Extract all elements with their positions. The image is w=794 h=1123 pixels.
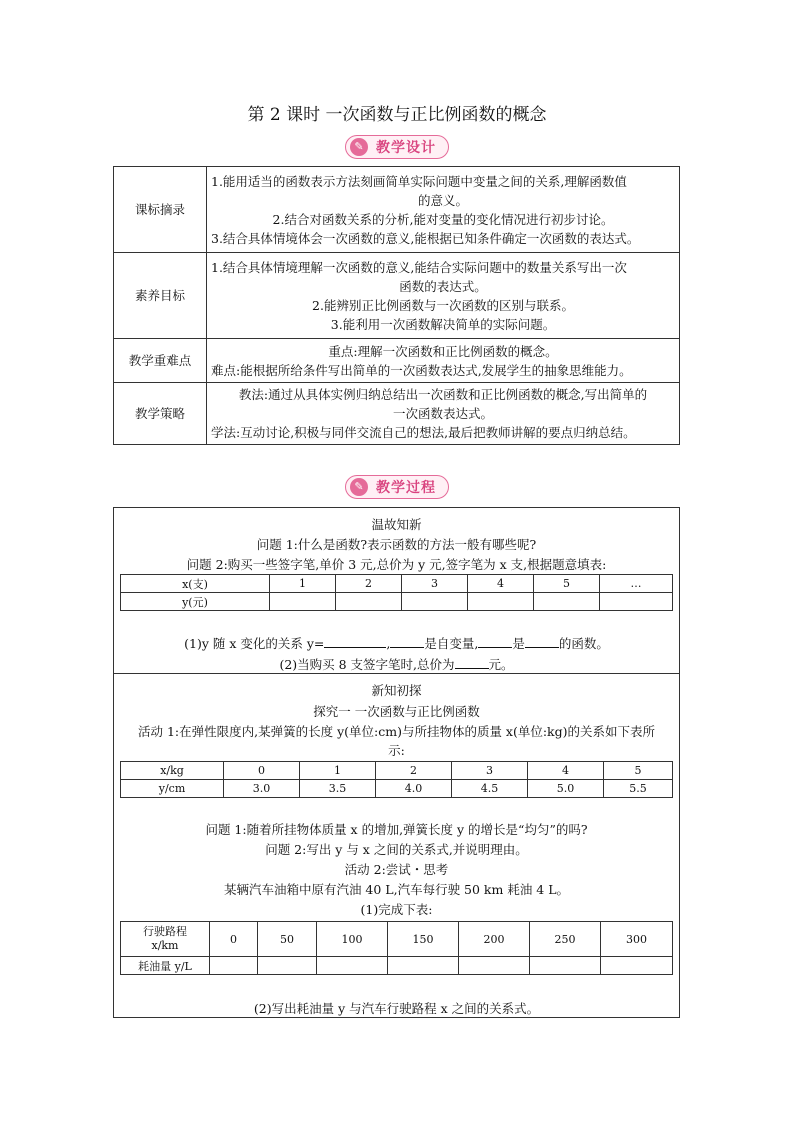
book-icon: ✎ [350, 478, 368, 496]
answer-blank[interactable] [525, 634, 559, 648]
activity-1-line2: 示: [388, 743, 405, 758]
row-head: 教学策略 [114, 383, 207, 445]
spring-table: x/kg 0 1 2 3 4 5 y/cm 3.0 3.5 4.0 4.5 5.0 5.5 [120, 761, 673, 798]
banner-label: 教学设计 [376, 140, 436, 156]
teaching-process-box [113, 507, 680, 1018]
literacy-goals: 1.结合具体情境理解一次函数的意义,能结合实际问题中的数量关系写出一次 函数的表达式。 2.能辨别正比例函数与一次函数的区别与联系。 3.能利用一次函数解决简单的实际问题。 [207, 253, 680, 339]
price-table: x(支) 1 2 3 4 5 … y(元) [120, 574, 673, 611]
row-head: 课标摘录 [114, 167, 207, 253]
answer-blank[interactable] [455, 655, 489, 669]
explore-title: 探究一 一次函数与正比例函数 [313, 704, 480, 719]
key-difficult-points: 重点:理解一次函数和正比例函数的概念。 难点:能根据所给条件写出简单的一次函数表达式,发展学生的抽象思维能力。 [207, 339, 680, 383]
fill-in-1: (1)y 随 x 变化的关系 y= , 是自变量, 是 的函数。 [184, 636, 609, 651]
standard-excerpt: 1.能用适当的函数表示方法刻画简单实际问题中变量之间的关系,理解函数值 的意义。 2.结合对函数关系的分析,能对变量的变化情况进行初步讨论。 3.结合具体情境体会一次函数的意义,能根据已知条件确定一次函数的表达式。 [207, 167, 680, 253]
question-2: 问题 2:购买一些签字笔,单价 3 元,总价为 y 元,签字笔为 x 支,根据题意填表: [186, 557, 607, 572]
teaching-strategy: 教法:通过从具体实例归纳总结出一次函数和正比例函数的概念,写出简单的 一次函数表达式。 学法:互动讨论,积极与同伴交流自己的想法,最后把教师讲解的要点归纳总结。 [207, 383, 680, 445]
fuel-table: 行驶路程 x/km 0 50 100 150 200 250 300 耗油量 y/L [120, 921, 673, 975]
step-1: (1)完成下表: [360, 902, 433, 917]
spring-question-2: 问题 2:写出 y 与 x 之间的关系式,并说明理由。 [265, 842, 528, 857]
section-divider [114, 673, 679, 674]
row-head: 素养目标 [114, 253, 207, 339]
teaching-design-table [113, 166, 680, 445]
banner-teaching-design [0, 135, 794, 159]
question-1: 问题 1:什么是函数?表示函数的方法一般有哪些呢? [256, 537, 537, 552]
fill-in-2: (2)当购买 8 支签字笔时,总价为 元。 [279, 657, 514, 672]
car-problem: 某辆汽车油箱中原有汽油 40 L,汽车每行驶 50 km 耗油 4 L。 [223, 882, 570, 897]
answer-blank[interactable] [324, 634, 386, 648]
activity-2-title: 活动 2:尝试・思考 [344, 862, 449, 877]
section-title-new: 新知初探 [371, 683, 422, 698]
answer-blank[interactable] [478, 634, 512, 648]
banner-label: 教学过程 [376, 480, 436, 496]
row-head: 教学重难点 [114, 339, 207, 383]
answer-blank[interactable] [390, 634, 424, 648]
book-icon: ✎ [350, 138, 368, 156]
banner-teaching-process [0, 475, 794, 499]
step-2: (2)写出耗油量 y 与汽车行驶路程 x 之间的关系式。 [253, 1001, 540, 1016]
page-title: 第 2 课时 一次函数与正比例函数的概念 [247, 105, 547, 125]
section-title-review: 温故知新 [371, 517, 422, 532]
spring-question-1: 问题 1:随着所挂物体质量 x 的增加,弹簧长度 y 的增长是“均匀”的吗? [205, 822, 588, 837]
activity-1-line1: 活动 1:在弹性限度内,某弹簧的长度 y(单位:cm)与所挂物体的质量 x(单位:kg)的关系如下表所 [137, 724, 656, 739]
